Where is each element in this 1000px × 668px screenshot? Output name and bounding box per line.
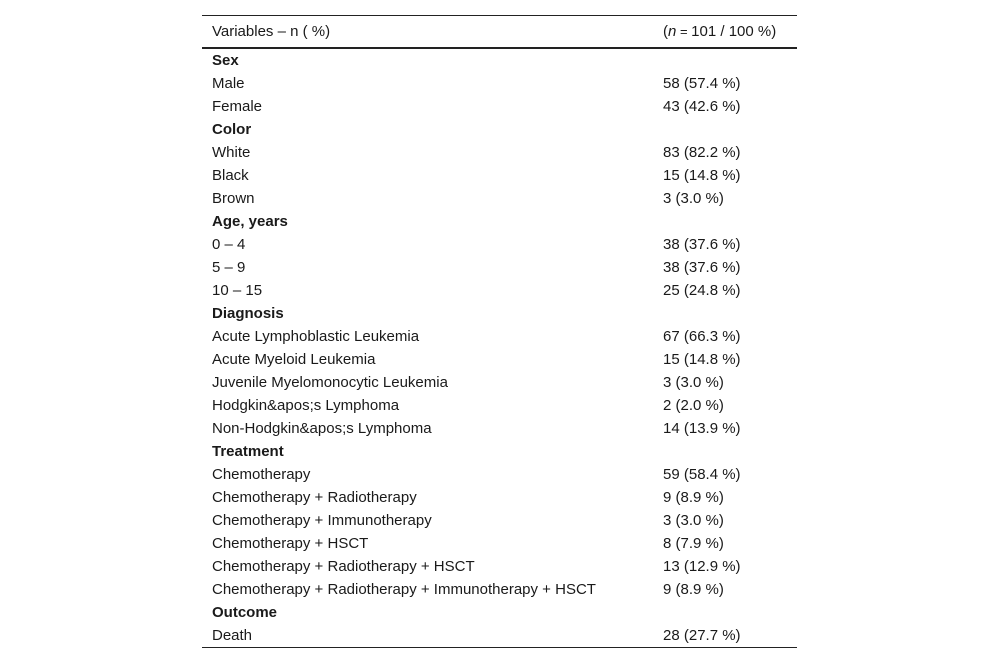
row-label: Death xyxy=(212,627,253,644)
row-value: 8 (7.9 %) xyxy=(663,535,724,552)
table-row xyxy=(202,463,797,486)
table-row xyxy=(202,371,797,394)
row-label: Chemotherapy xyxy=(212,466,311,483)
table-row xyxy=(202,72,797,95)
row-label: Chemotherapy + Radiotherapy xyxy=(212,489,417,506)
section-label: Age, years xyxy=(212,213,288,230)
section-header-row xyxy=(202,440,797,463)
table-row xyxy=(202,348,797,371)
section-header-row xyxy=(202,118,797,141)
row-label: Chemotherapy + Immunotherapy xyxy=(212,512,432,529)
row-value: 15 (14.8 %) xyxy=(663,167,741,184)
row-label: Acute Lymphoblastic Leukemia xyxy=(212,328,420,345)
row-value xyxy=(653,48,797,72)
section-label: Color xyxy=(212,121,252,138)
row-value: 15 (14.8 %) xyxy=(663,351,741,368)
row-value: 9 (8.9 %) xyxy=(663,489,724,506)
section-header-row xyxy=(202,48,797,72)
row-value: 14 (13.9 %) xyxy=(663,420,741,437)
row-label: Hodgkin&apos;s Lymphoma xyxy=(212,397,400,414)
row-label: Brown xyxy=(212,190,255,207)
table-row xyxy=(202,509,797,532)
row-label: Black xyxy=(212,167,249,184)
row-value: 59 (58.4 %) xyxy=(663,466,741,483)
table-row xyxy=(202,95,797,118)
table-row xyxy=(202,486,797,509)
row-label: Chemotherapy + HSCT xyxy=(212,535,369,552)
row-value: 83 (82.2 %) xyxy=(663,144,741,161)
header-total-n: n xyxy=(668,23,677,40)
row-label: 10 – 15 xyxy=(212,282,263,299)
row-value: 38 (37.6 %) xyxy=(663,236,741,253)
row-value xyxy=(653,601,797,624)
table-row xyxy=(202,233,797,256)
header-variables: Variables – n ( %) xyxy=(212,23,331,40)
row-label: Chemotherapy + Radiotherapy + HSCT xyxy=(212,558,475,575)
section-label: Treatment xyxy=(212,443,284,460)
row-value: 2 (2.0 %) xyxy=(663,397,724,414)
table-row xyxy=(202,578,797,601)
table-body xyxy=(202,48,797,648)
row-value xyxy=(653,440,797,463)
row-label: Non-Hodgkin&apos;s Lymphoma xyxy=(212,420,432,437)
table-row xyxy=(202,164,797,187)
table-header xyxy=(202,16,797,49)
row-value xyxy=(653,302,797,325)
header-total-open: ( xyxy=(663,23,668,40)
section-header-row xyxy=(202,302,797,325)
row-label: Chemotherapy + Radiotherapy + Immunotherapy + HSCT xyxy=(212,581,596,598)
table-row xyxy=(202,624,797,648)
header-total xyxy=(653,16,797,49)
row-value: 3 (3.0 %) xyxy=(663,374,724,391)
row-value: 13 (12.9 %) xyxy=(663,558,741,575)
table-row xyxy=(202,555,797,578)
header-row xyxy=(202,16,797,49)
row-value xyxy=(653,210,797,233)
section-header-row xyxy=(202,601,797,624)
header-total-rest: 101 / 100 %) xyxy=(691,23,777,40)
row-value: 9 (8.9 %) xyxy=(663,581,724,598)
characteristics-table-container xyxy=(202,15,797,648)
row-label: Juvenile Myelomonocytic Leukemia xyxy=(212,374,448,391)
characteristics-table xyxy=(202,15,797,648)
row-value: 3 (3.0 %) xyxy=(663,190,724,207)
header-total-eq: = xyxy=(676,24,692,39)
table-row xyxy=(202,417,797,440)
table-row xyxy=(202,141,797,164)
section-header-row xyxy=(202,210,797,233)
row-value xyxy=(653,118,797,141)
row-label: Acute Myeloid Leukemia xyxy=(212,351,376,368)
row-label: Male xyxy=(212,75,245,92)
row-label: Female xyxy=(212,98,263,115)
table-row xyxy=(202,325,797,348)
section-label: Outcome xyxy=(212,604,278,621)
row-value: 43 (42.6 %) xyxy=(663,98,741,115)
table-row xyxy=(202,187,797,210)
row-label: 5 – 9 xyxy=(212,259,246,276)
row-value: 67 (66.3 %) xyxy=(663,328,741,345)
row-label: 0 – 4 xyxy=(212,236,246,253)
table-row xyxy=(202,256,797,279)
section-label: Sex xyxy=(212,52,239,69)
table-row xyxy=(202,279,797,302)
row-value: 38 (37.6 %) xyxy=(663,259,741,276)
row-value: 28 (27.7 %) xyxy=(663,627,741,644)
row-value: 3 (3.0 %) xyxy=(663,512,724,529)
table-row xyxy=(202,394,797,417)
row-value: 25 (24.8 %) xyxy=(663,282,741,299)
row-label: White xyxy=(212,144,251,161)
row-value: 58 (57.4 %) xyxy=(663,75,741,92)
table-row xyxy=(202,532,797,555)
section-label: Diagnosis xyxy=(212,305,284,322)
